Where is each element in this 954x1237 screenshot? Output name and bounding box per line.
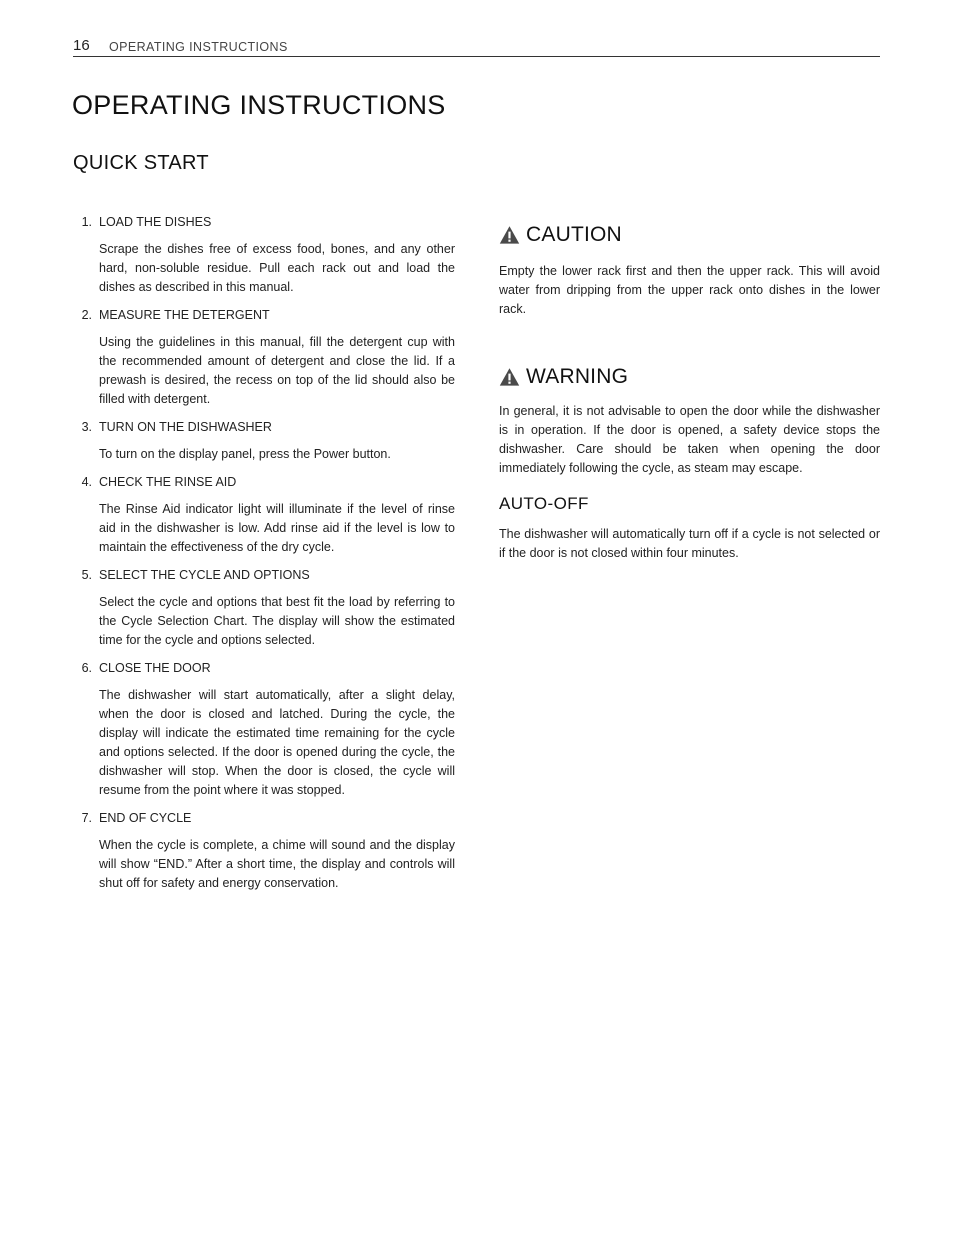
step-body: Select the cycle and options that best fit the load by referring to the Cycle Selection Chart. The display will show the estimated time for the cycle and options selected. (99, 595, 455, 647)
caution-text: Empty the lower rack first and then the upper rack. This will avoid water from dripping from the upper rack onto dishes in the lower rack. (499, 264, 880, 316)
quick-start-steps (73, 213, 455, 902)
warning-notice (499, 363, 880, 478)
step-body: To turn on the display panel, press the Power button. (99, 447, 391, 461)
step-item (73, 659, 455, 800)
step-item (73, 418, 455, 464)
caution-notice (499, 221, 880, 319)
step-number: 4 . (80, 473, 92, 491)
warning-heading (499, 363, 880, 391)
step-body: Scrape the dishes free of excess food, bones, and any other hard, non-soluble residue. Pull each rack out and load the dishes as described in this manual. (99, 242, 455, 294)
page-header (73, 36, 880, 57)
step-item (73, 306, 455, 409)
step-title: END OF CYCLE (99, 811, 192, 825)
step-title: TURN ON THE DISHWASHER (99, 420, 272, 434)
step-body: Using the guidelines in this manual, fill the detergent cup with the recommended amount of detergent and close the lid. If a prewash is desired, the recess on top of the lid should also be filled with detergent. (99, 335, 455, 406)
step-heading (73, 473, 455, 491)
step-item (73, 473, 455, 557)
step-body: The Rinse Aid indicator light will illuminate if the level of rinse aid in the dishwasher is low. Add rinse aid if the level is low to maintain the effectiveness of the dry cycle. (99, 502, 455, 554)
warning-triangle-icon (499, 225, 520, 245)
running-header-title: OPERATING INSTRUCTIONS (109, 40, 288, 54)
auto-off-text: The dishwasher will automatically turn off if a cycle is not selected or if the door is not closed within four minutes. (499, 527, 880, 560)
step-heading (73, 213, 455, 231)
step-item (73, 566, 455, 650)
step-title: SELECT THE CYCLE AND OPTIONS (99, 568, 310, 582)
step-item (73, 809, 455, 893)
auto-off-section (499, 494, 880, 563)
step-title: LOAD THE DISHES (99, 215, 212, 229)
step-heading (73, 306, 455, 324)
step-title: CLOSE THE DOOR (99, 661, 211, 675)
step-number: 7 . (80, 809, 92, 827)
page-title: OPERATING INSTRUCTIONS (72, 90, 446, 120)
step-heading (73, 659, 455, 677)
step-number: 6 . (80, 659, 92, 677)
warning-triangle-icon (499, 367, 520, 387)
step-number: 2 . (80, 306, 92, 324)
step-item (73, 213, 455, 297)
caution-title: CAUTION (526, 223, 622, 246)
caution-heading (499, 221, 880, 249)
step-body: The dishwasher will start automatically, after a slight delay, when the door is closed and latched. During the cycle, the display will indicate the estimated time remaining for the cycle and options selected. If the door is opened during the cycle, the dishwasher will stop. When the door is closed, the cycle will resume from the point where it was stopped. (99, 688, 455, 797)
warning-text: In general, it is not advisable to open the door while the dishwasher is in operation. If the door is opened, a safety device stops the dishwasher. Care should be taken when opening the door immediately following the cycle, as steam may escape. (499, 404, 880, 475)
step-heading (73, 418, 455, 436)
step-number: 1 . (80, 213, 92, 231)
warning-title: WARNING (526, 365, 629, 388)
step-number: 5 . (80, 566, 92, 584)
page-number: 16 (73, 37, 90, 54)
step-heading (73, 809, 455, 827)
auto-off-title: AUTO-OFF (499, 494, 589, 513)
step-heading (73, 566, 455, 584)
step-title: MEASURE THE DETERGENT (99, 308, 270, 322)
step-title: CHECK THE RINSE AID (99, 475, 237, 489)
step-number: 3 . (80, 418, 92, 436)
step-body: When the cycle is complete, a chime will sound and the display will show “END.” After a short time, the display and controls will shut off for safety and energy conservation. (99, 838, 455, 890)
section-title: QUICK START (73, 152, 209, 174)
